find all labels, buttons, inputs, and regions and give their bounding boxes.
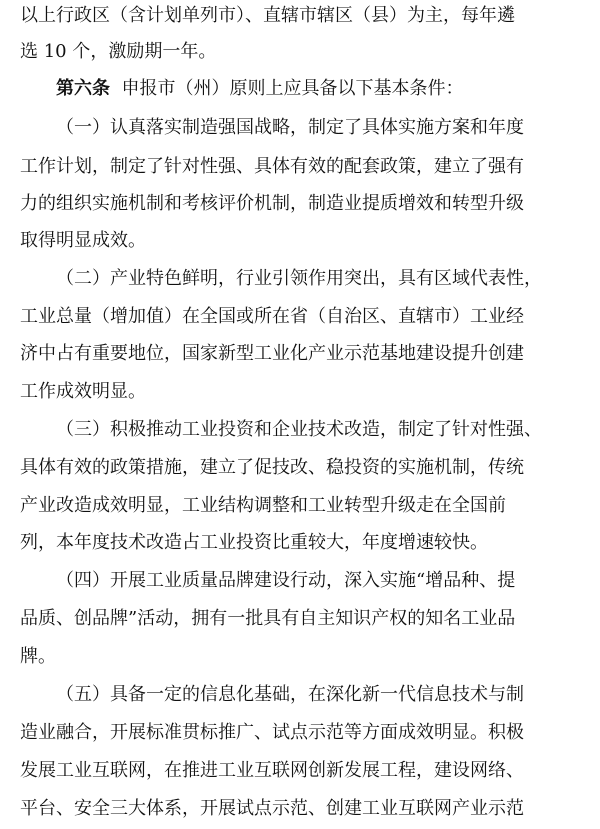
item-4-line-1: （四）开展工业质量品牌建设行动，深入实施“增品种、提: [56, 570, 516, 591]
item-5-line-1: （五）具备一定的信息化基础，在深化新一代信息技术与制: [56, 684, 524, 705]
item-2-line-1: （二）产业特色鲜明，行业引领作用突出，具有区域代表性，: [56, 268, 542, 289]
carry-over-line-2: 选 10 个，激励期一年。: [20, 41, 217, 62]
item-5-line-4: 平台、安全三大体系，开展试点示范、创建工业互联网产业示范: [20, 798, 524, 819]
item-2-line-3: 济中占有重要地位，国家新型工业化产业示范基地建设提升创建: [20, 343, 524, 364]
item-1-line-2: 工作计划，制定了针对性强、具体有效的配套政策，建立了强有: [20, 156, 524, 177]
item-4-line-2: 品质、创品牌”活动，拥有一批具有自主知识产权的知名工业品: [20, 608, 516, 629]
item-3-line-4: 列，本年度技术改造占工业投资比重较大，年度增速较快。: [20, 532, 488, 553]
item-2-line-2: 工业总量（增加值）在全国或所在省（自治区、直辖市）工业经: [20, 306, 524, 327]
item-5-line-2: 造业融合，开展标准贯标推广、试点示范等方面成效明显。积极: [20, 722, 524, 743]
item-1-line-1: （一）认真落实制造强国战略，制定了具体实施方案和年度: [56, 117, 524, 138]
item-4-line-3: 牌。: [20, 646, 56, 667]
item-5-line-3: 发展工业互联网，在推进工业互联网创新发展工程，建设网络、: [20, 760, 524, 781]
article-6-heading: [56, 77, 463, 101]
item-2-line-4: 工作成效明显。: [20, 381, 146, 402]
article-6-label: 第六条: [56, 78, 110, 99]
item-3-line-2: 具体有效的政策措施，建立了促技改、稳投资的实施机制，传统: [20, 457, 524, 478]
item-1-line-4: 取得明显成效。: [20, 230, 146, 251]
item-1-line-3: 力的组织实施机制和考核评价机制，制造业提质增效和转型升级: [20, 193, 524, 214]
item-3-line-1: （三）积极推动工业投资和企业技术改造，制定了针对性强、: [56, 419, 542, 440]
article-6-heading-text: 申报市（州）原则上应具备以下基本条件：: [121, 78, 464, 99]
carry-over-line-1: 以上行政区（含计划单列市）、直辖市辖区（县）为主，每年遴: [20, 5, 515, 26]
item-3-line-3: 产业改造成效明显，工业结构调整和工业转型升级走在全国前: [20, 495, 506, 516]
